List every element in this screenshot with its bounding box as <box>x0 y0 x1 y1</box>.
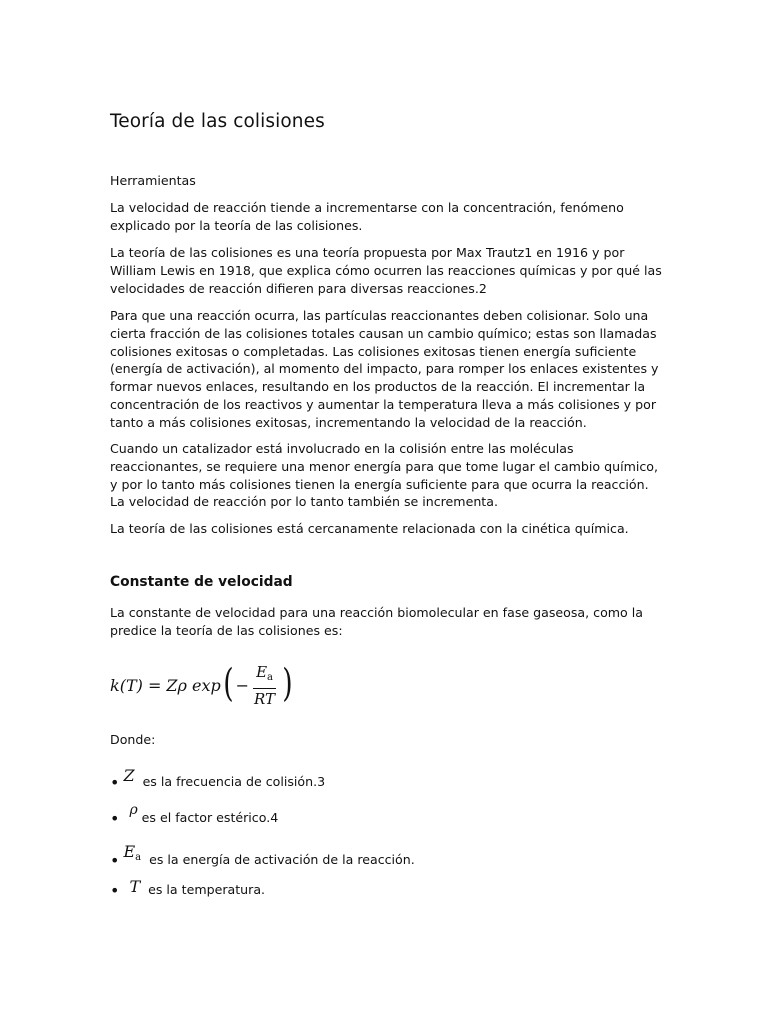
paragraph-3: Para que una reacción ocurra, las partículas reaccionantes deben colisionar. Solo una cierta fracción de las colisiones totales causan un cambio químico; estas son llamadas colisiones exitosas o completadas. Las colisiones exitosas tienen energía suficiente (energía de activación), al momento del impacto, para romper los enlaces existentes y formar nuevos enlaces, resultando en los productos de la reacción. El incrementar la concentración de los reactivos y aumentar la temperatura lleva a más colisiones y por tanto a más colisiones exitosas, incrementando la velocidad de la reacción. <box>110 308 659 430</box>
bullet-icon: • <box>110 809 120 828</box>
paragraph-4: Cuando un catalizador está involucrado en la colisión entre las moléculas reaccionantes, se requiere una menor energía para que tome lugar el cambio químico, y por lo tanto más colisiones tienen la energía suficiente para que ocurra la reacción. La velocidad de reacción por lo tanto también se incrementa. <box>110 441 659 510</box>
paragraph-2: La teoría de las colisiones es una teoría propuesta por Max Trautz1 en 1916 y por William Lewis en 1918, que explica cómo ocurren las reacciones químicas y por qué las velocidades de reacción difieren para diversas reacciones.2 <box>110 245 662 296</box>
section-intro: La constante de velocidad para una reacción biomolecular en fase gaseosa, como la predice la teoría de las colisiones es: <box>110 605 643 638</box>
formula-fraction <box>251 663 278 708</box>
paragraph-1: La velocidad de reacción tiende a incrementarse con la concentración, fenómeno explicado por la teoría de las colisiones. <box>110 200 624 233</box>
variable-t: T <box>129 877 141 896</box>
formula-denominator: RT <box>254 689 276 708</box>
variable-t-description: es la temperatura. <box>148 882 266 897</box>
formula-close-paren: ) <box>282 661 293 705</box>
variable-z: Z <box>123 766 135 785</box>
list-item-t <box>110 877 266 900</box>
formula-minus: − <box>235 675 250 695</box>
formula-lhs: k(T) = Zρ exp <box>110 675 221 695</box>
variable-rho: ρ <box>129 802 138 818</box>
list-item-ea <box>110 842 415 870</box>
variable-ea-description: es la energía de activación de la reacción. <box>149 852 415 867</box>
where-label: Donde: <box>110 732 156 747</box>
list-item-z <box>110 766 326 792</box>
variable-rho-description: es el factor estérico.4 <box>141 810 279 825</box>
page-title: Teoría de las colisiones <box>110 111 325 132</box>
section-heading: Constante de velocidad <box>110 574 293 590</box>
variable-ea: $E_a$ <box>123 842 142 863</box>
rate-constant-formula <box>110 660 295 710</box>
bullet-icon: • <box>110 851 120 870</box>
formula-numerator: $E_a$ <box>253 663 276 689</box>
list-item-rho <box>110 802 279 828</box>
formula-open-paren: ( <box>223 661 234 705</box>
paragraph-5: La teoría de las colisiones está cercanamente relacionada con la cinética química. <box>110 521 629 536</box>
tools-label: Herramientas <box>110 173 196 188</box>
bullet-icon: • <box>110 773 120 792</box>
bullet-icon: • <box>110 881 120 900</box>
variable-z-description: es la frecuencia de colisión.3 <box>142 774 326 789</box>
